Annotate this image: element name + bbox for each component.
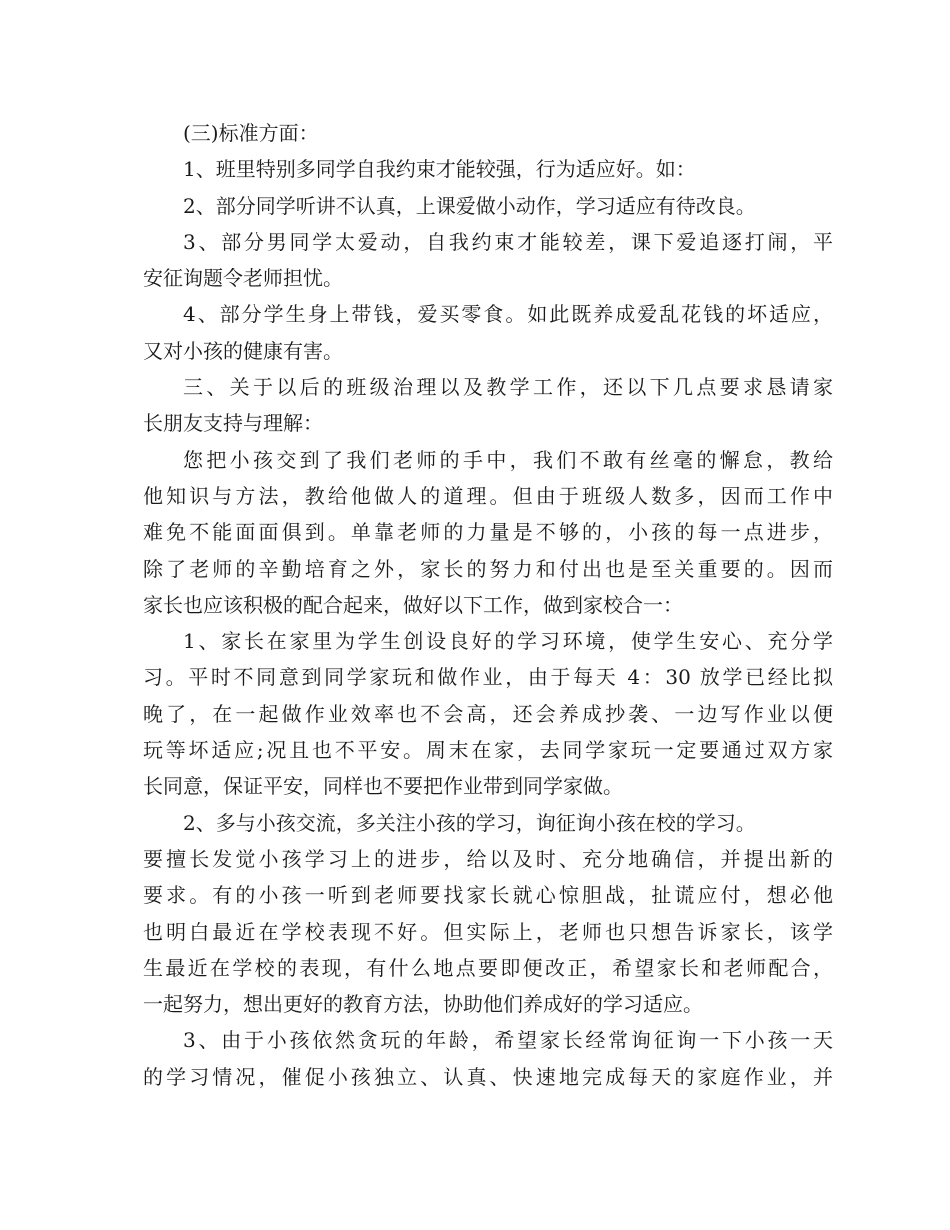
paragraph-line: 要擅长发觉小孩学习上的进步，给以及时、充分地确信，并提出新的 xyxy=(143,846,833,871)
paragraph-line: 2、多与小孩交流，多关注小孩的学习，询征询小孩在校的学习。 xyxy=(183,810,756,835)
paragraph-line: 也明白最近在学校表现不好。但实际上，老师也只想告诉家长，该学 xyxy=(143,919,833,944)
paragraph-line: 3、部分男同学太爱动，自我约束才能较差，课下爱追逐打闹，平 xyxy=(183,229,833,254)
document-body xyxy=(143,115,833,1095)
paragraph-line: 晚了，在一起做作业效率也不会高，还会养成抄袭、一边写作业以便 xyxy=(143,701,833,726)
paragraph-line: 生最近在学校的表现，有什么地点要即便改正，希望家长和老师配合， xyxy=(143,955,833,980)
paragraph-line: 家长也应该积极的配合起来，做好以下工作，做到家校合一： xyxy=(143,592,683,617)
paragraph-line: 三、关于以后的班级治理以及教学工作，还以下几点要求恳请家 xyxy=(183,375,833,400)
paragraph-line: 他知识与方法，教给他做人的道理。但由于班级人数多，因而工作中 xyxy=(143,483,833,508)
paragraph-line: 安征询题令老师担忧。 xyxy=(143,266,343,291)
paragraph-line: 的学习情况，催促小孩独立、认真、快速地完成每天的家庭作业，并 xyxy=(143,1064,833,1089)
paragraph-line: 1、家长在家里为学生创设良好的学习环境，使学生安心、充分学 xyxy=(183,629,833,654)
paragraph-line: 4、部分学生身上带钱，爱买零食。如此既养成爱乱花钱的坏适应， xyxy=(183,302,833,327)
paragraph-line: 3、由于小孩依然贪玩的年龄，希望家长经常询征询一下小孩一天 xyxy=(183,1028,833,1053)
paragraph-line: 2、部分同学听讲不认真，上课爱做小动作，学习适应有待改良。 xyxy=(183,193,756,218)
paragraph-line: 要求。有的小孩一听到老师要找家长就心惊胆战，扯谎应付，想必他 xyxy=(143,883,833,908)
paragraph-line: 1、班里特别多同学自我约束才能较强，行为适应好。如： xyxy=(183,157,696,182)
paragraph-line: 除了老师的辛勤培育之外，家长的努力和付出也是至关重要的。因而 xyxy=(143,556,833,581)
paragraph-line: 您把小孩交到了我们老师的手中，我们不敢有丝毫的懈怠，教给 xyxy=(183,447,833,472)
paragraph-line: 长朋友支持与理解： xyxy=(143,411,323,436)
paragraph-line: 玩等坏适应;况且也不平安。周末在家，去同学家玩一定要通过双方家 xyxy=(143,738,833,763)
paragraph-line: 习。平时不同意到同学家玩和做作业，由于每天 4：30 放学已经比拟 xyxy=(143,665,833,690)
paragraph-line: 长同意，保证平安，同样也不要把作业带到同学家做。 xyxy=(143,774,623,799)
paragraph-line: 又对小孩的健康有害。 xyxy=(143,338,343,363)
paragraph-line: 一起努力，想出更好的教育方法，协助他们养成好的学习适应。 xyxy=(143,992,703,1017)
paragraph-line: 难免不能面面俱到。单靠老师的力量是不够的，小孩的每一点进步， xyxy=(143,520,833,545)
section-heading: (三)标准方面： xyxy=(183,121,319,145)
